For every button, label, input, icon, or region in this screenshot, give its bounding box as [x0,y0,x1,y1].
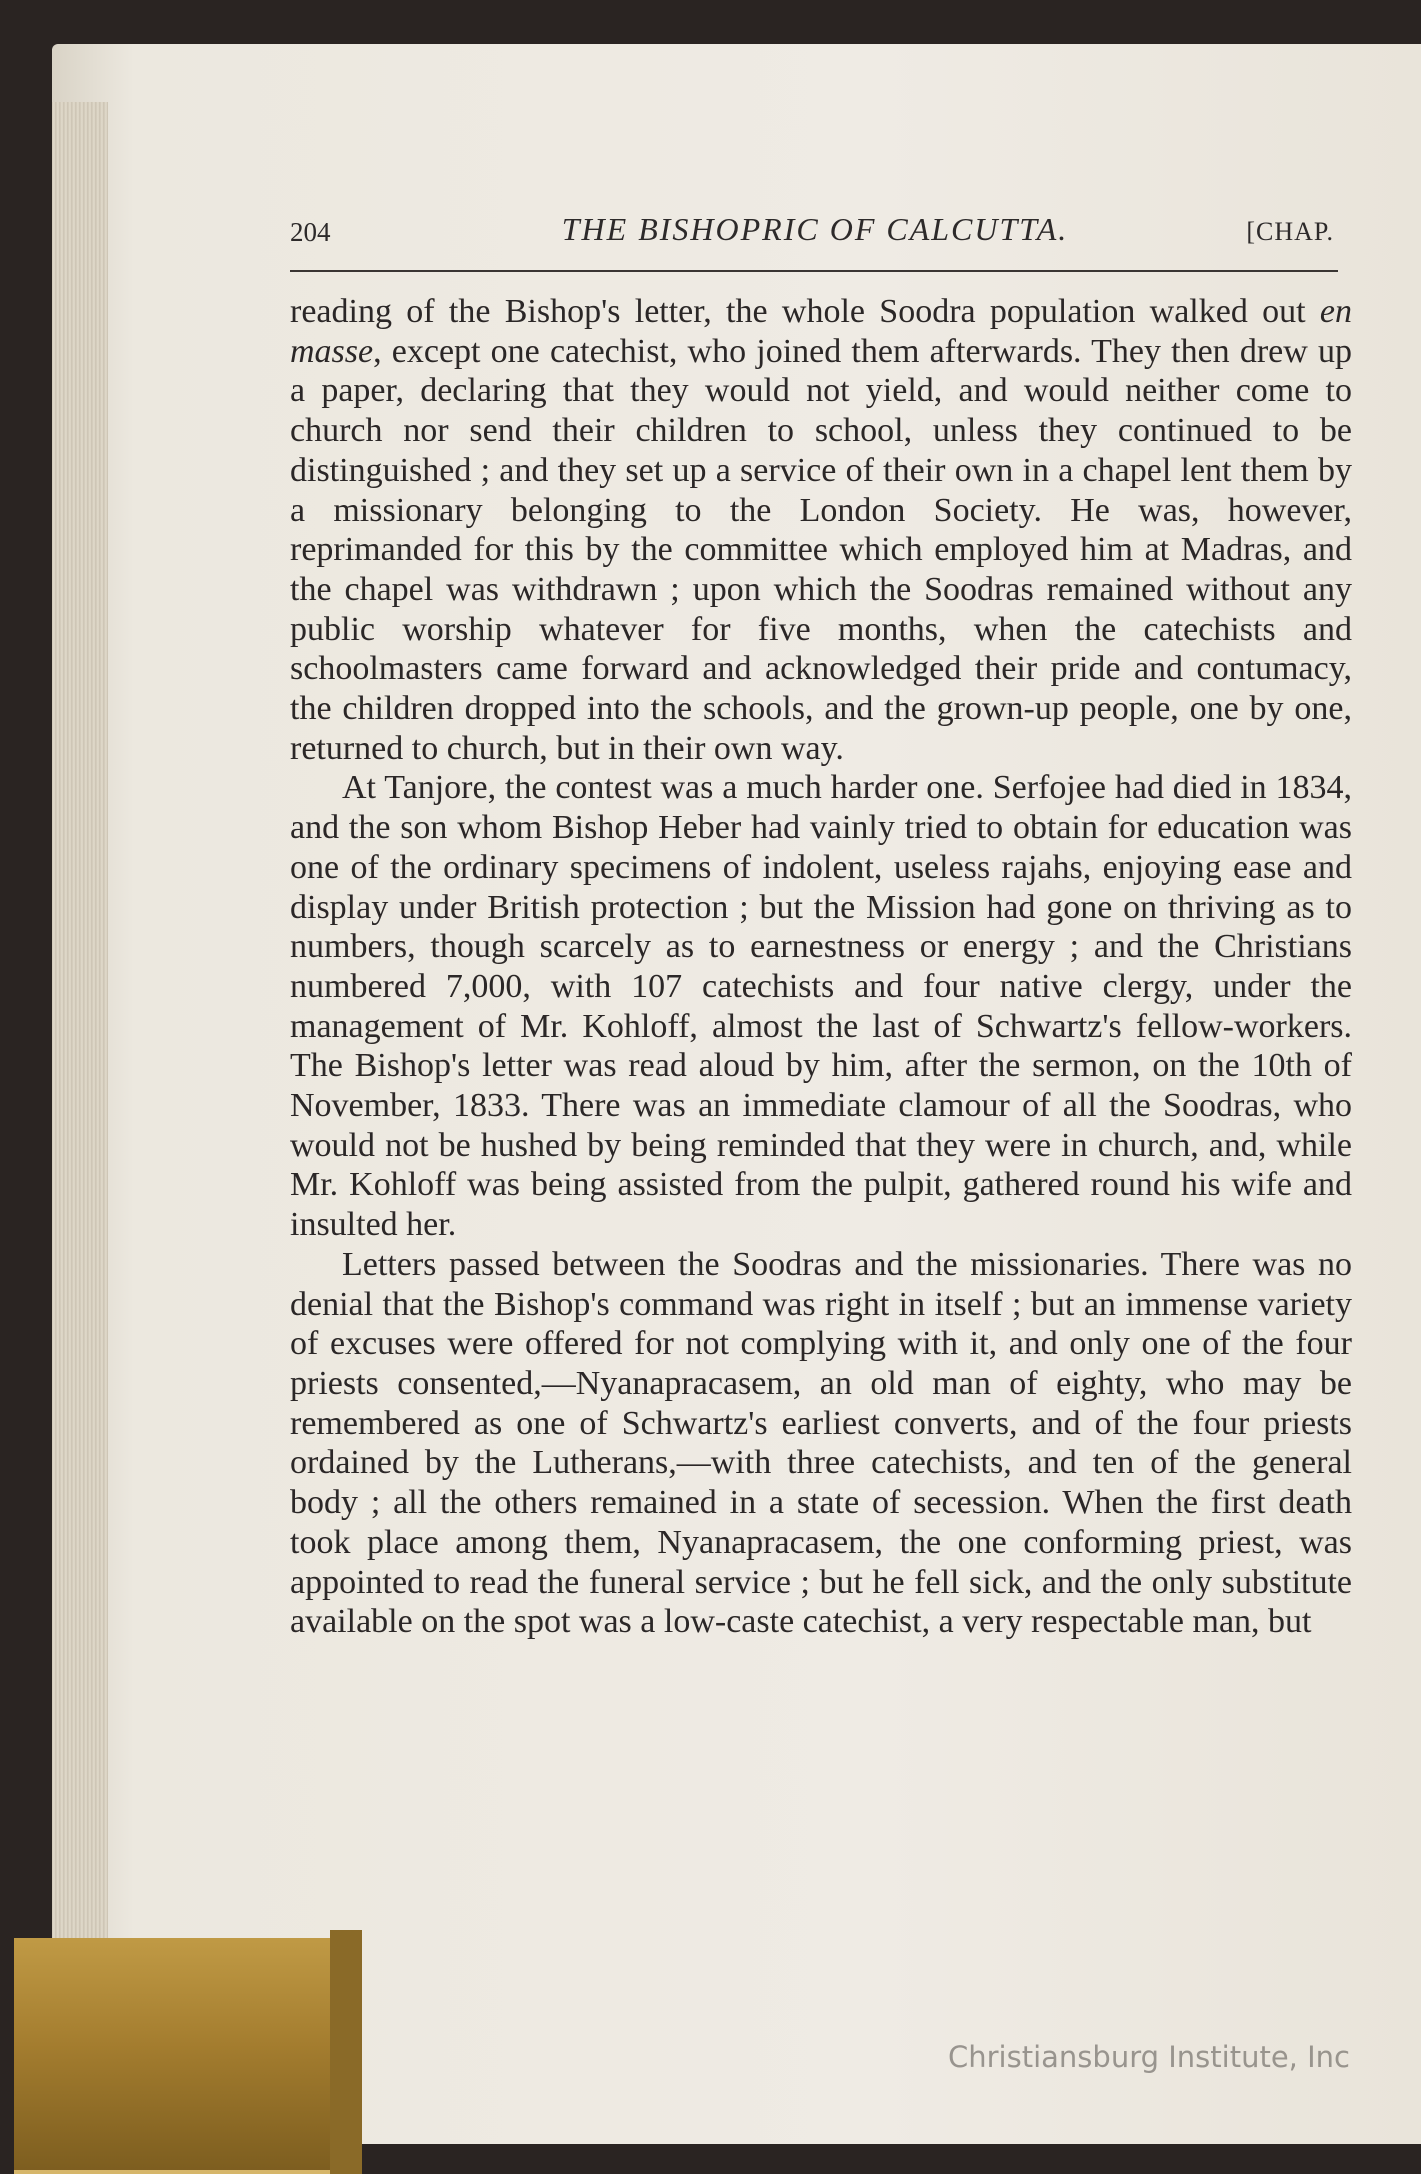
header-rule [290,270,1338,272]
wooden-block-side [330,1930,362,2174]
paragraph-3: Letters passed between the Soodras and the missionaries. There was no denial that the Bishop's command was right in itself ; but an immense variety of excuses were offered for not complying with it, and only one of the four priests consented,—Nyanapracasem, an old man of eighty, who may be remembered as one of Schwartz's earliest converts, and of the four priests ordained by the Lutherans,—with three catechists, and ten of the general body ; all the others remained in a state of secession. When the first death took place among them, Nyanapracasem, the one conforming priest, was appointed to read the funeral service ; but he fell sick, and the only substitute available on the spot was a low-caste catechist, a very respectable man, but [290,1245,1352,1641]
body-text [290,292,1352,1642]
page-edge-stack [52,102,108,2002]
paragraph-1: reading of the Bishop's letter, the whole Soodra population walked out en masse, except one catechist, who joined them afterwards. They then drew up a paper, declaring that they would not yield, and would neither come to church nor send their children to school, unless they continued to be distinguished ; and they set up a service of their own in a chapel lent them by a missionary belonging to the London Society. He was, however, reprimanded for this by the committee which employed him at Madras, and the chapel was withdrawn ; upon which the Soodras remained without any public worship whatever for five months, when the catechists and schoolmasters came forward and acknowledged their pride and contumacy, the children dropped into the schools, and the grown-up people, one by one, returned to church, but in their own way. [290,293,1352,767]
page-number: 204 [290,217,331,247]
page-header [290,205,1340,265]
italic-phrase: en masse [290,293,1352,370]
watermark-text: Christiansburg Institute, Inc [948,2040,1350,2074]
paragraph-2: At Tanjore, the contest was a much harder one. Serfojee had died in 1834, and the son whom Bishop Heber had vainly tried to obtain for education was one of the ordinary specimens of indolent, useless rajahs, enjoying ease and display under British protection ; but the Mission had gone on thriving as to numbers, though scarcely as to earnestness or energy ; and the Christians numbered 7,000, with 107 catechists and four native clergy, under the management of Mr. Kohloff, almost the last of Schwartz's fellow-workers. The Bishop's letter was read aloud by him, after the sermon, on the 10th of November, 1833. There was an immediate clamour of all the Soodras, who would not be hushed by being reminded that they were in church, and, while Mr. Kohloff was being assisted from the pulpit, gathered round his wife and insulted her. [290,769,1352,1244]
chapter-mark: [CHAP. [1246,217,1334,246]
running-title: THE BISHOPRIC OF CALCUTTA. [561,211,1069,247]
wooden-block [14,1938,362,2174]
